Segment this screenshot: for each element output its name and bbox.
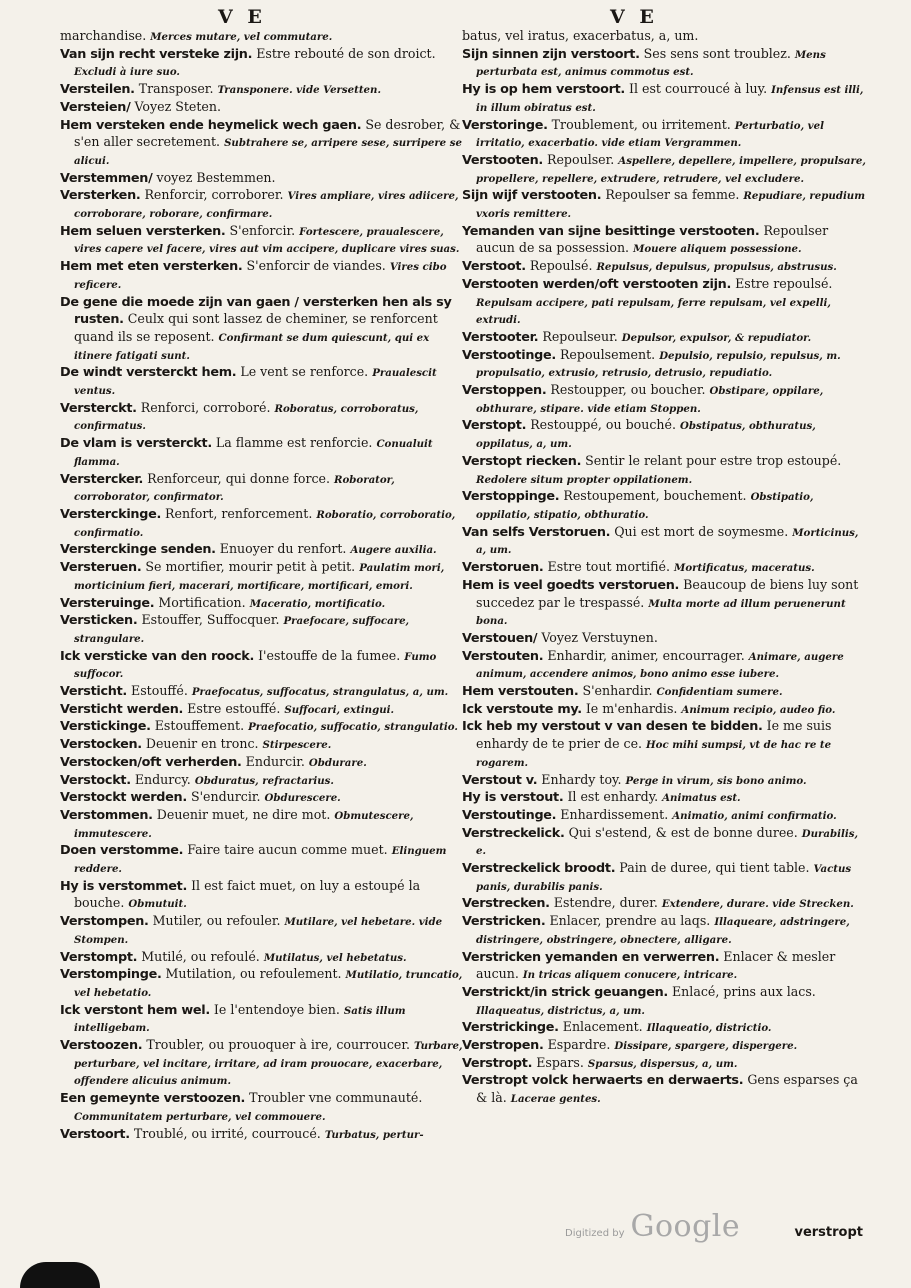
latin-gloss: Mutilatio, truncatio, vel hebetatio.	[74, 969, 463, 999]
french-gloss: Beaucoup de biens luy sont succedez par le trespassé.	[476, 576, 859, 610]
headword: Verstouten.	[462, 648, 544, 664]
french-gloss: Renforci, corroboré.	[140, 399, 271, 415]
french-gloss: Troubler vne communauté.	[249, 1090, 423, 1106]
dictionary-entry	[462, 1072, 867, 1107]
latin-gloss: Obdurescere.	[264, 792, 341, 805]
dictionary-entry	[462, 772, 867, 790]
french-gloss: Renfort, renforcement.	[165, 505, 313, 521]
dictionary-entry	[462, 382, 867, 417]
french-gloss: Restouppé, ou bouché.	[530, 417, 676, 433]
dictionary-entry	[462, 488, 867, 523]
latin-gloss: Animatio, animi confirmatio.	[672, 809, 837, 822]
french-gloss: Deuenir en tronc.	[145, 736, 259, 752]
french-gloss: Renforcir, corroborer.	[144, 187, 284, 203]
headword: Ick versticke van den roock.	[60, 648, 255, 664]
french-gloss: Faire taire aucun comme muet.	[187, 842, 388, 858]
latin-gloss: Vires cibo reficere.	[74, 261, 447, 291]
headword: Versticken.	[60, 613, 138, 629]
headword: Verstricken yemanden en verwerren.	[462, 949, 720, 965]
dictionary-entry	[60, 772, 465, 790]
headword: Verstoutinge.	[462, 807, 557, 823]
headword: Versteien/	[60, 99, 131, 115]
headword: Verstockt.	[60, 772, 131, 788]
latin-gloss: Mutilatus, vel hebetatus.	[263, 951, 407, 964]
latin-gloss: Animum recipio, audeo fio.	[681, 703, 836, 716]
french-gloss: Estre tout mortifié.	[547, 559, 671, 575]
headword: Van selfs Verstoruen.	[462, 524, 611, 540]
headword: Sijn sinnen zijn verstoort.	[462, 46, 640, 62]
french-gloss: Il est faict muet, on luy a estoupé la bouche.	[74, 877, 421, 911]
dictionary-entry	[60, 28, 465, 46]
french-gloss: Enlacer, prendre au laqs.	[549, 913, 711, 929]
dictionary-entry	[60, 1037, 465, 1090]
dictionary-entry	[60, 842, 465, 877]
headword: Versterckinge.	[60, 506, 162, 522]
french-gloss: Estouffé.	[131, 683, 188, 699]
headword: Versterckinge senden.	[60, 542, 216, 558]
french-gloss: I'estouffe de la fumee.	[258, 647, 401, 663]
latin-gloss: Paulatim mori, morticinium fieri, macerari, mortificare, mortificari, emori.	[74, 562, 445, 592]
latin-gloss: Redolere situm propter oppilationem.	[476, 473, 693, 486]
dictionary-entry	[60, 400, 465, 435]
latin-gloss: Subtrahere se, arripere sese, surripere se alicui.	[74, 137, 462, 167]
french-gloss: Repoulsé.	[529, 258, 593, 274]
french-gloss: Estre rebouté de son droict.	[256, 45, 436, 61]
headword: Versterken.	[60, 188, 141, 204]
french-gloss: Troublement, ou irritement.	[551, 116, 731, 132]
dictionary-entry	[462, 559, 867, 577]
latin-gloss: Aspellere, depellere, impellere, propulsare, propellere, repellere, extrudere, retrudere, vel excludere.	[476, 154, 866, 185]
headword: Verstrickinge.	[462, 1020, 559, 1036]
french-gloss: Enhardir, animer, encourrager.	[547, 647, 745, 663]
latin-gloss: Suffocari, extingui.	[284, 703, 395, 716]
headword: Ick heb my verstout v van desen te bidden.	[462, 719, 763, 735]
dictionary-entry	[462, 825, 867, 860]
headword: Hem is veel goedts verstoruen.	[462, 577, 680, 593]
latin-gloss: Sparsus, dispersus, a, um.	[587, 1057, 738, 1070]
french-gloss: Ceulx qui sont lassez de cheminer, se renforcent quand ils se reposent.	[74, 311, 438, 344]
french-gloss: Enhardissement.	[560, 806, 669, 822]
french-gloss: Qui s'estend, & est de bonne duree.	[568, 824, 798, 840]
dictionary-entry	[60, 966, 465, 1001]
dictionary-entry	[60, 223, 465, 258]
latin-gloss: Depulsio, repulsio, repulsus, m. propulsatio, extrusio, retrusio, detrusio, repudiatio.	[476, 349, 841, 380]
french-gloss: Troubler, ou prouoquer à ire, courroucer.	[146, 1037, 410, 1053]
french-gloss: Ses sens sont troublez.	[643, 45, 791, 61]
dictionary-entry	[462, 524, 867, 559]
dictionary-entry	[60, 789, 465, 807]
french-gloss: Restoupement, bouchement.	[563, 488, 747, 504]
dictionary-entry	[60, 559, 465, 594]
latin-gloss: Fortescere, praualescere, vires capere vel facere, vires aut vim accipere, duplicare vires suas.	[74, 225, 460, 256]
french-gloss: Repoulser sa femme.	[605, 187, 740, 203]
dictionary-entry	[60, 754, 465, 772]
headword: Verstropen.	[462, 1038, 544, 1054]
headword: Hem met eten versterken.	[60, 259, 243, 275]
french-gloss: Repoulser aucun de sa possession.	[476, 222, 829, 256]
right-column	[462, 28, 867, 1108]
headword: Hy is op hem verstoort.	[462, 82, 625, 98]
headword: Verstompinge.	[60, 967, 162, 983]
french-gloss: S'enhardir.	[582, 683, 653, 699]
dictionary-entry	[60, 471, 465, 506]
latin-gloss: Obmutuit.	[128, 898, 187, 911]
latin-gloss: Fumo suffocor.	[74, 650, 437, 681]
latin-gloss: Vactus panis, durabilis panis.	[476, 863, 852, 893]
latin-gloss: Vires ampliare, vires adiicere, corroborare, roborare, confirmare.	[74, 190, 459, 221]
french-gloss: Ie l'entendoye bien.	[213, 1001, 340, 1017]
dictionary-entry	[462, 81, 867, 116]
french-gloss: La flamme est renforcie.	[215, 435, 373, 451]
latin-gloss: Praefocatus, suffocatus, strangulatus, a, um.	[191, 686, 449, 699]
french-gloss: Enlacé, prins aux lacs.	[671, 983, 816, 999]
latin-gloss: In tricas aliquem conucere, intricare.	[522, 969, 738, 982]
google-logo: Google	[630, 1209, 741, 1244]
headword: Versterckt.	[60, 400, 137, 416]
dictionary-entry	[60, 683, 465, 701]
dictionary-entry	[60, 258, 465, 293]
french-gloss: S'enforcir de viandes.	[246, 258, 386, 274]
french-gloss: Endurcir.	[245, 753, 305, 769]
dictionary-entry	[60, 99, 465, 117]
french-gloss: Troublé, ou irrité, courroucé.	[133, 1125, 321, 1141]
headword: Verstocken.	[60, 737, 142, 753]
latin-gloss: Mens perturbata est, animus commotus est.	[476, 48, 826, 79]
french-gloss: Il est enhardy.	[567, 789, 659, 805]
headword: Verstreckelick.	[462, 825, 565, 841]
french-gloss: Restoupper, ou boucher.	[550, 382, 706, 398]
french-gloss: Sentir le relant pour estre trop estoupé.	[585, 452, 842, 468]
latin-gloss: Depulsor, expulsor, & repudiator.	[621, 331, 812, 344]
dictionary-entry	[462, 258, 867, 276]
french-gloss: Enuoyer du renfort.	[219, 541, 347, 557]
headword: Doen verstomme.	[60, 843, 184, 859]
headword: Verstopt riecken.	[462, 453, 582, 469]
watermark-prefix: Digitized by	[565, 1228, 625, 1239]
dictionary-entry	[462, 223, 867, 258]
latin-gloss: Extendere, durare. vide Strecken.	[661, 898, 854, 911]
headword: Verstompen.	[60, 914, 149, 930]
headword: Verstercker.	[60, 471, 144, 487]
latin-gloss: Repulsus, depulsus, propulsus, abstrusus.	[596, 261, 837, 274]
dictionary-entry	[462, 860, 867, 895]
dictionary-entry	[60, 701, 465, 719]
french-gloss: Renforceur, qui donne force.	[147, 470, 330, 486]
latin-gloss: Excludi à iure suo.	[74, 66, 180, 79]
scan-shadow	[20, 1262, 100, 1288]
french-gloss: Enlacer & mesler aucun.	[476, 948, 836, 982]
headword: Hy is verstout.	[462, 790, 564, 806]
french-gloss: Estre estouffé.	[187, 700, 281, 716]
latin-gloss: Conualuit flamma.	[74, 438, 433, 468]
latin-gloss: Augere auxilia.	[350, 544, 437, 557]
headword: Verstoruen.	[462, 560, 544, 576]
headword: Een gemeynte verstoozen.	[60, 1091, 246, 1107]
dictionary-entry	[60, 117, 465, 170]
french-gloss: Espardre.	[547, 1037, 611, 1053]
dictionary-entry	[462, 417, 867, 452]
latin-gloss: Stirpescere.	[262, 739, 332, 752]
latin-gloss: Roboratio, corroboratio, confirmatio.	[74, 508, 456, 539]
french-gloss: Mutiler, ou refouler.	[152, 913, 281, 929]
headword: Hem versteken ende heymelick wech gaen.	[60, 117, 362, 133]
french-gloss: Estouffer, Suffocquer.	[141, 612, 280, 628]
dictionary-entry	[60, 648, 465, 683]
latin-gloss: Obstipatus, obthuratus, oppilatus, a, um.	[476, 420, 816, 451]
dictionary-entry	[60, 718, 465, 736]
dictionary-entry	[60, 1002, 465, 1037]
dictionary-entry	[60, 506, 465, 541]
latin-gloss: Dissipare, spargere, dispergere.	[614, 1040, 798, 1053]
dictionary-entry	[462, 577, 867, 630]
headword: Hy is verstommet.	[60, 878, 188, 894]
french-gloss: Estouffement.	[154, 718, 245, 734]
dictionary-entry	[462, 1019, 867, 1037]
latin-gloss: Perturbatio, vel irritatio, exacerbatio. vide etiam Vergrammen.	[476, 119, 824, 150]
headword: Verstopt.	[462, 418, 527, 434]
headword: Ick verstont hem wel.	[60, 1002, 210, 1018]
dictionary-entry	[462, 117, 867, 152]
latin-gloss: Satis illum intelligebam.	[74, 1004, 406, 1035]
french-gloss: Repoulser.	[547, 151, 615, 167]
french-gloss: Voyez Verstuynen.	[541, 629, 658, 645]
latin-gloss: Obdurare.	[308, 756, 367, 769]
dictionary-entry	[462, 276, 867, 329]
latin-gloss: Praefocatio, suffocatio, strangulatio.	[248, 721, 458, 734]
dictionary-entry	[60, 736, 465, 754]
headword: Verstoort.	[60, 1126, 130, 1142]
dictionary-entry	[462, 683, 867, 701]
left-running-header: V E	[218, 6, 266, 28]
latin-gloss: Infensus est illi, in illum obiratus est.	[476, 84, 864, 114]
latin-gloss: Obmutescere, immutescere.	[74, 809, 414, 840]
latin-gloss: Communitatem perturbare, vel commouere.	[74, 1110, 326, 1123]
latin-gloss: Roboratus, corroboratus, confirmatus.	[74, 402, 419, 433]
headword: Versteruen.	[60, 560, 142, 576]
latin-gloss: Turbatus, pertur-	[324, 1128, 424, 1141]
headword: Verstockt werden.	[60, 790, 187, 806]
french-gloss: Enlacement.	[562, 1019, 643, 1035]
dictionary-entry	[462, 718, 867, 771]
headword: Verstoringe.	[462, 117, 548, 133]
french-gloss: Enhardy toy.	[541, 771, 622, 787]
dictionary-entry	[60, 913, 465, 948]
latin-gloss: Hoc mihi sumpsi, vt de hac re te rogarem.	[476, 739, 832, 769]
latin-gloss: Mortificatus, maceratus.	[674, 562, 815, 575]
dictionary-entry	[462, 807, 867, 825]
latin-gloss: Turbare, perturbare, vel incitare, irritare, ad iram prouocare, exacerbare, offendere alicuius animum.	[74, 1040, 463, 1088]
dictionary-entry	[462, 187, 867, 222]
dictionary-entry	[462, 152, 867, 187]
latin-gloss: Multa morte ad illum peruenerunt bona.	[476, 597, 846, 628]
headword: Verstrickt/in strick geuangen.	[462, 984, 668, 1000]
catchword: verstropt	[794, 1225, 863, 1240]
french-gloss: Mutilation, ou refoulement.	[165, 966, 342, 982]
latin-gloss: Morticinus, a, um.	[476, 526, 859, 557]
dictionary-entry	[60, 1090, 465, 1125]
latin-gloss: Elinguem reddere.	[74, 845, 447, 876]
french-gloss: Pain de duree, qui tient table.	[619, 860, 810, 876]
french-gloss: marchandise.	[60, 28, 147, 43]
headword: Versticht.	[60, 684, 127, 700]
french-gloss: Estre repoulsé.	[735, 275, 833, 291]
dictionary-entry	[462, 28, 867, 46]
dictionary-entry	[60, 435, 465, 470]
french-gloss: Il est courroucé à luy.	[629, 81, 768, 97]
headword: Van sijn recht versteke zijn.	[60, 46, 253, 62]
french-gloss: Se mortifier, mourir petit à petit.	[145, 559, 356, 575]
headword: De windt versterckt hem.	[60, 365, 237, 381]
dictionary-entry	[462, 789, 867, 807]
french-gloss: Voyez Steten.	[134, 98, 221, 114]
headword: Hem verstouten.	[462, 684, 579, 700]
latin-gloss: Mouere aliquem possessione.	[633, 243, 802, 256]
latin-gloss: Praualescit ventus.	[74, 367, 437, 398]
dictionary-entry	[60, 949, 465, 967]
french-gloss: Ie m'enhardis.	[585, 700, 678, 716]
right-running-header: V E	[610, 6, 658, 28]
headword: Verstickinge.	[60, 719, 151, 735]
latin-gloss: Merces mutare, vel commutare.	[150, 31, 333, 43]
dictionary-entry	[462, 329, 867, 347]
latin-gloss: Repulsam accipere, pati repulsam, ferre repulsam, vel expelli, extrudi.	[476, 296, 831, 327]
headword: Versteilen.	[60, 82, 135, 98]
headword: Versticht werden.	[60, 701, 184, 717]
latin-gloss: Maceratio, mortificatio.	[249, 597, 386, 610]
french-gloss: Qui est mort de soymesme.	[614, 523, 789, 539]
dictionary-entry	[462, 913, 867, 948]
headword: Verstommen.	[60, 807, 153, 823]
french-gloss: S'enforcir.	[229, 222, 296, 238]
latin-gloss: Confidentiam sumere.	[656, 686, 783, 699]
headword: Versteruinge.	[60, 595, 155, 611]
dictionary-entry	[462, 347, 867, 382]
dictionary-entry	[462, 630, 867, 648]
french-gloss: Gens esparses ça & là.	[476, 1072, 858, 1106]
latin-gloss: Illaqueare, adstringere, distringere, obstringere, obnectere, alligare.	[476, 916, 850, 946]
latin-gloss: Lacerae gentes.	[510, 1093, 601, 1106]
headword: Verstricken.	[462, 914, 546, 930]
left-column	[60, 28, 465, 1143]
dictionary-entry	[60, 46, 465, 81]
dictionary-entry	[462, 46, 867, 81]
dictionary-entry	[60, 612, 465, 647]
dictionary-entry	[60, 81, 465, 99]
latin-gloss: Animatus est.	[662, 792, 741, 805]
headword: Verstout v.	[462, 772, 538, 788]
french-gloss: Espars.	[536, 1054, 584, 1070]
latin-gloss: Repudiare, repudium vxoris remittere.	[476, 190, 865, 221]
latin-gloss: Transponere. vide Versetten.	[217, 84, 381, 97]
headword: Verstoppen.	[462, 383, 547, 399]
headword: Verstropt volck herwaerts en derwaerts.	[462, 1073, 744, 1089]
headword: Verstropt.	[462, 1055, 533, 1071]
french-gloss: S'endurcir.	[190, 789, 261, 805]
latin-gloss: Illaqueatus, districtus, a, um.	[476, 1004, 645, 1017]
headword: Verstouen/	[462, 630, 538, 646]
headword: De gene die moede zijn van gaen / versterken hen als sy rusten.	[60, 294, 452, 328]
dictionary-entry	[462, 453, 867, 488]
headword: Verstooten werden/oft verstooten zijn.	[462, 276, 732, 292]
dictionary-entry	[462, 1055, 867, 1073]
headword: Verstreckelick broodt.	[462, 861, 616, 877]
latin-gloss: Praefocare, suffocare, strangulare.	[74, 615, 410, 645]
headword: Verstocken/oft verherden.	[60, 754, 242, 770]
latin-gloss: Perge in virum, sis bono animo.	[625, 774, 807, 787]
french-gloss: Mutilé, ou refoulé.	[141, 948, 260, 964]
headword: Verstoppinge.	[462, 489, 560, 505]
headword: Verstoot.	[462, 259, 526, 275]
latin-gloss: Obduratus, refractarius.	[194, 774, 334, 787]
french-gloss: Ie me suis enhardy de te prier de ce.	[476, 718, 832, 752]
latin-gloss: Roborator, corroborator, confirmator.	[74, 473, 395, 504]
dictionary-entry	[60, 541, 465, 559]
latin-gloss: Animare, augere animum, accendere animos, bono animo esse iubere.	[476, 650, 844, 681]
french-gloss: Estendre, durer.	[553, 895, 658, 911]
french-gloss: voyez Bestemmen.	[156, 169, 276, 185]
french-gloss: Deuenir muet, ne dire mot.	[156, 806, 331, 822]
headword: Verstrecken.	[462, 896, 550, 912]
dictionary-entry	[60, 364, 465, 399]
latin-gloss: Mutilare, vel hebetare. vide Stompen.	[74, 916, 443, 946]
latin-gloss: Obstipatio, oppilatio, stipatio, obthuratio.	[476, 491, 814, 521]
latin-gloss: Illaqueatio, districtio.	[646, 1022, 772, 1035]
french-gloss: batus, vel iratus, exacerbatus, a, um.	[462, 28, 699, 43]
dictionary-entry	[462, 1037, 867, 1055]
digitized-watermark	[565, 1209, 740, 1244]
headword: Ick verstoute my.	[462, 701, 582, 717]
headword: Verstooten.	[462, 152, 543, 168]
french-gloss: Endurcy.	[134, 771, 191, 787]
headword: Verstooter.	[462, 329, 539, 345]
dictionary-entry	[60, 878, 465, 913]
headword: Verstompt.	[60, 949, 138, 965]
french-gloss: Transposer.	[138, 81, 214, 97]
dictionary-entry	[462, 701, 867, 719]
headword: Sijn wijf verstooten.	[462, 188, 602, 204]
dictionary-entry	[60, 807, 465, 842]
headword: Verstemmen/	[60, 170, 153, 186]
headword: De vlam is versterckt.	[60, 436, 212, 452]
french-gloss: Le vent se renforce.	[240, 364, 369, 380]
latin-gloss: Obstipare, oppilare, obthurare, stipare. vide etiam Stoppen.	[476, 385, 824, 415]
headword: Hem seluen versterken.	[60, 223, 226, 239]
headword: Verstoozen.	[60, 1038, 143, 1054]
french-gloss: Repoulseur.	[542, 328, 618, 344]
dictionary-entry	[462, 648, 867, 683]
french-gloss: Se desrober, & s'en aller secretement.	[74, 116, 461, 150]
headword: Verstootinge.	[462, 347, 556, 363]
dictionary-entry	[60, 1126, 465, 1144]
dictionary-entry	[60, 294, 465, 365]
dictionary-entry	[60, 595, 465, 613]
dictionary-entry	[60, 187, 465, 222]
dictionary-entry	[462, 949, 867, 984]
french-gloss: Mortification.	[158, 594, 246, 610]
dictionary-entry	[462, 984, 867, 1019]
dictionary-entry	[462, 895, 867, 913]
headword: Yemanden van sijne besittinge verstooten.	[462, 223, 760, 239]
french-gloss: Repoulsement.	[559, 346, 656, 362]
latin-gloss: Durabilis, e.	[476, 827, 858, 858]
dictionary-entry	[60, 170, 465, 188]
latin-gloss: Confirmant se dum quiescunt, qui ex itinere fatigati sunt.	[74, 331, 430, 362]
